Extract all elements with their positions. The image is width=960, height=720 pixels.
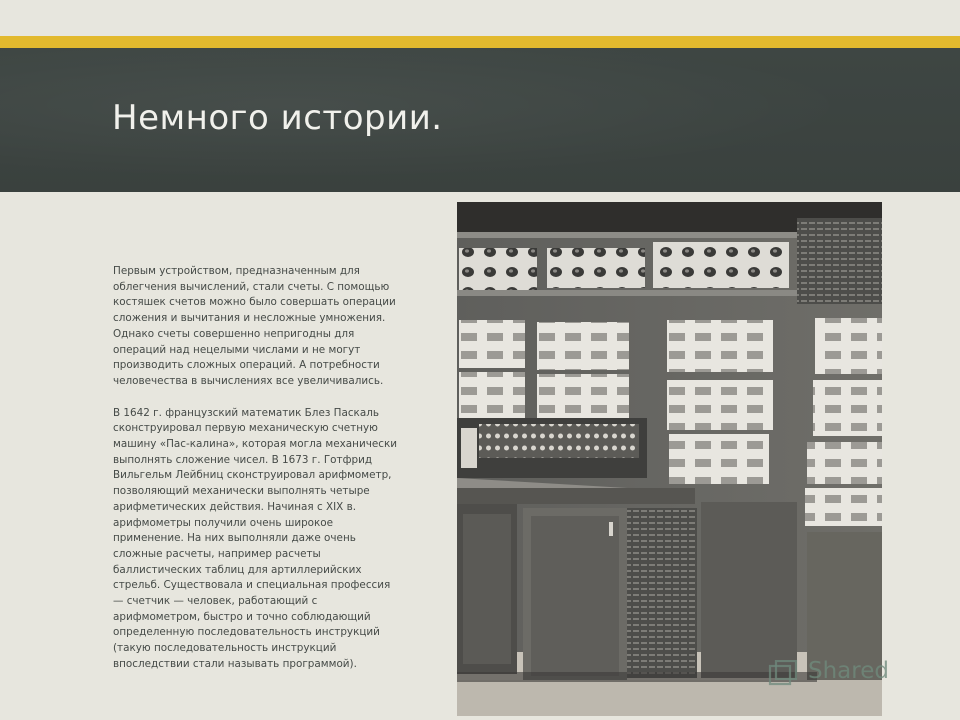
paragraph-abacus: Первым устройством, предназначенным для облегчения вычислений, стали счеты. С помощью костяшек счетов можно было совершать операции сложения и вычитания и несложные умножения. Однако счеты совершенно непригодны для операций над нецелыми числами и не могут производить сложных операций. А потребности человечества в вычислениях все увеличивались. (113, 265, 396, 387)
body-text (113, 264, 398, 689)
accent-bar (0, 36, 960, 48)
shared-logo-icon (768, 660, 798, 686)
watermark-text: Shared (808, 658, 889, 684)
paragraph-calculators: В 1642 г. французский математик Блез Паскаль сконструировал первую механическую счетную машину «Пас-калина», которая могла механически выполнять сложение чисел. В 1673 г. Готфрид Вильгельм Лейбниц сконструировал арифмометр, позволяющий механически выполнять четыре арифметических действия. Начиная с XIX в. арифмометры получили очень широкое применение. На них выполняли даже очень сложные расчеты, например расчеты баллистических таблиц для артиллерийских стрельб. Существовала и специальная профессия — счетчик — человек, работающий с арифмометром, быстро и точно соблюдающий определенную последовательность инструкций (такую последовательность инструкций впоследствии стали называть программой). (113, 406, 397, 670)
title-header (0, 48, 960, 192)
top-band (0, 0, 960, 36)
vintage-computer-illustration (457, 202, 882, 716)
slide-title: Немного истории. (112, 98, 443, 138)
shared-watermark (768, 658, 948, 690)
computer-photo (457, 202, 882, 716)
